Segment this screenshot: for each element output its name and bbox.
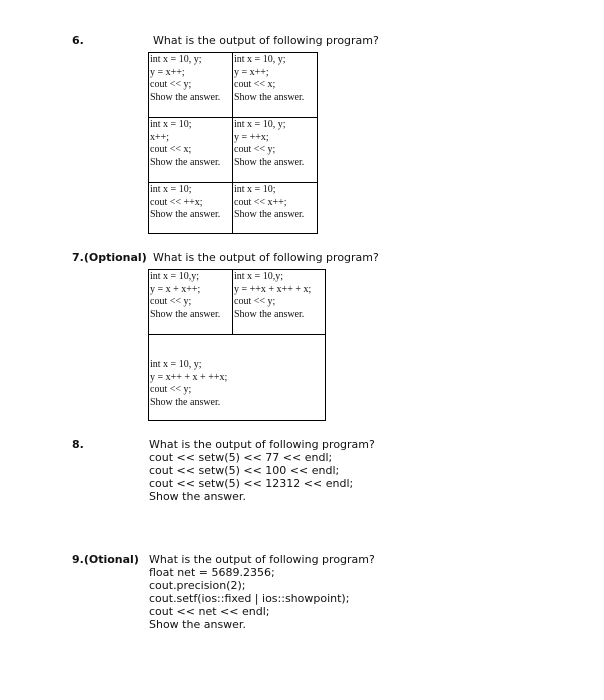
code-line: Show the answer. [234, 308, 305, 320]
code-line: Show the answer. [150, 156, 221, 168]
q6-code-cell-2 [232, 52, 318, 118]
q6-code-cell-3 [148, 117, 233, 183]
code-line: cout.precision(2); [149, 579, 246, 592]
code-line: Show the answer. [150, 308, 221, 320]
code-line: Show the answer. [234, 209, 305, 220]
question-8-body [149, 438, 375, 503]
question-7-number: 7.(Optional) [72, 251, 147, 264]
code-line: cout << y; [150, 296, 192, 307]
code-line: cout << x; [234, 79, 276, 90]
code-line: int x = 10, y; [150, 359, 202, 370]
question-9-body [149, 553, 375, 631]
question-6-number: 6. [72, 34, 84, 47]
code-line: cout.setf(ios::fixed | ios::showpoint); [149, 592, 350, 605]
code-line: cout << setw(5) << 77 << endl; [149, 451, 333, 464]
code-line: cout << net << endl; [149, 605, 270, 618]
code-line: cout << y; [234, 144, 276, 155]
code-line: cout << x; [150, 144, 192, 155]
q6-code-cell-6 [232, 182, 318, 234]
code-line: Show the answer. [149, 618, 246, 631]
code-line: cout << ++x; [150, 196, 203, 208]
code-line: cout << y; [150, 79, 192, 90]
q6-code-cell-5 [148, 182, 233, 234]
code-line: int x = 10,y; [150, 271, 199, 282]
code-line: Show the answer. [234, 91, 305, 103]
q7-code-cell-2 [232, 269, 326, 335]
code-line: cout << setw(5) << 100 << endl; [149, 464, 340, 477]
question-8-number: 8. [72, 438, 84, 451]
question-9-number: 9.(Otional) [72, 553, 139, 566]
code-line: cout << y; [234, 296, 276, 307]
code-line: int x = 10; [150, 184, 192, 195]
question-6-prompt: What is the output of following program? [153, 34, 379, 47]
question-7-prompt: What is the output of following program? [153, 251, 379, 264]
code-line: float net = 5689.2356; [149, 566, 275, 579]
code-line: y = x++ + x + ++x; [150, 371, 228, 383]
code-line: Show the answer. [150, 396, 221, 408]
code-line: y = x + x++; [150, 283, 201, 295]
q7-code-cell-1 [148, 269, 233, 335]
code-line: int x = 10; [234, 184, 276, 195]
question-8-prompt: What is the output of following program? [149, 438, 375, 451]
code-line: y = x++; [150, 66, 185, 78]
code-line: cout << x++; [234, 196, 287, 208]
code-line: y = ++x; [234, 131, 269, 143]
code-line: int x = 10, y; [234, 54, 286, 65]
code-line: x++; [150, 131, 170, 143]
code-line: cout << y; [150, 384, 192, 395]
code-line: int x = 10, y; [150, 54, 202, 65]
code-line: int x = 10,y; [234, 271, 283, 282]
code-line: int x = 10, y; [234, 119, 286, 130]
question-9-prompt: What is the output of following program? [149, 553, 375, 566]
code-line: y = x++; [234, 66, 269, 78]
q6-code-cell-1 [148, 52, 233, 118]
q6-code-cell-4 [232, 117, 318, 183]
code-line: Show the answer. [150, 91, 221, 103]
code-line: cout << setw(5) << 12312 << endl; [149, 477, 354, 490]
code-line: Show the answer. [150, 209, 221, 220]
code-line: int x = 10; [150, 119, 192, 130]
code-line: y = ++x + x++ + x; [234, 283, 312, 295]
q7-code-cell-3 [148, 334, 326, 421]
code-line: Show the answer. [149, 490, 246, 503]
code-line: Show the answer. [234, 156, 305, 168]
